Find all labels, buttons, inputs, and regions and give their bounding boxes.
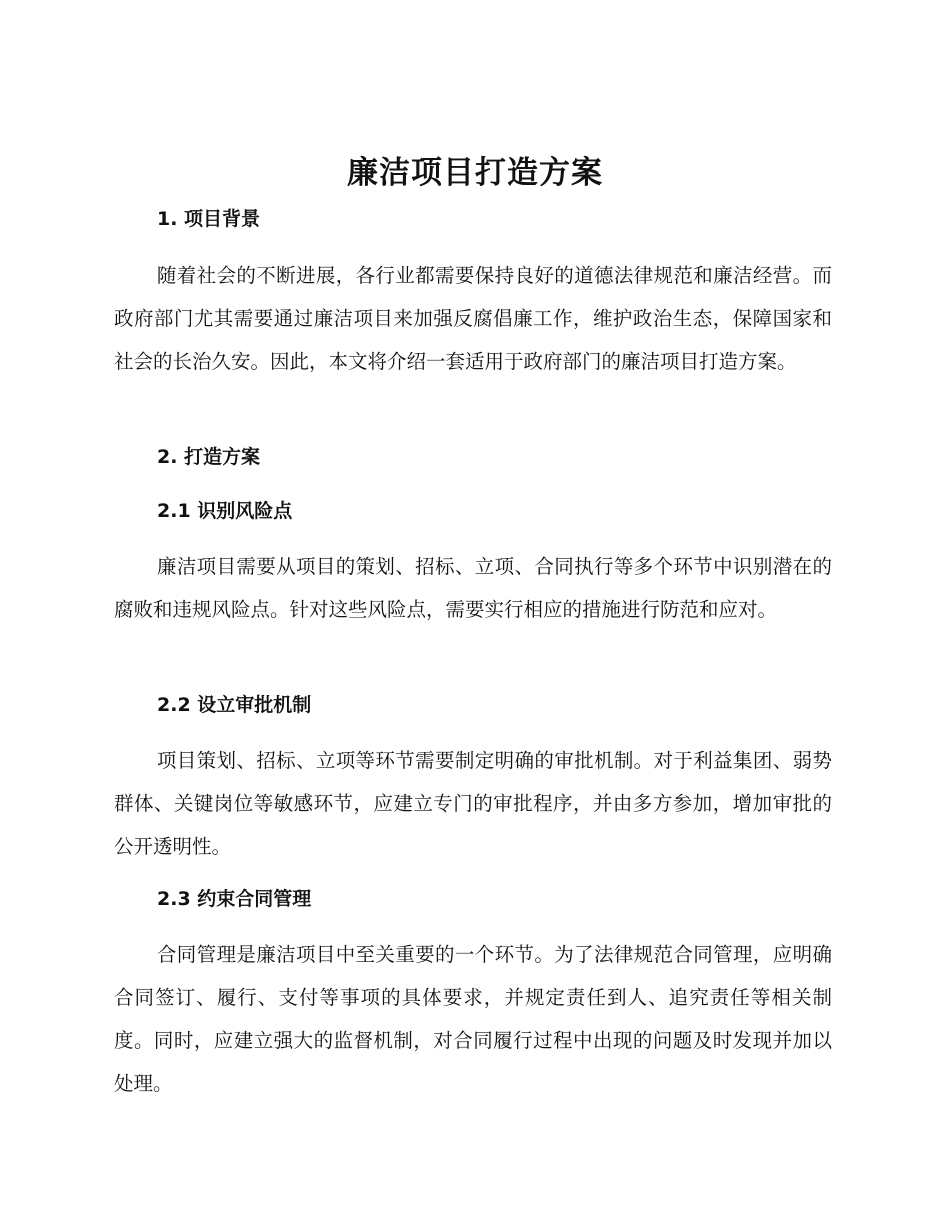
- section-paragraph-identify-risks: 廉洁项目需要从项目的策划、招标、立项、合同执行等多个环节中识别潜在的腐败和违规风险点。针对这些风险点，需要实行相应的措施进行防范和应对。: [114, 555, 832, 621]
- section-paragraph-approval-mechanism: 项目策划、招标、立项等环节需要制定明确的审批机制。对于利益集团、弱势群体、关键岗位等敏感环节，应建立专门的审批程序，并由多方参加，增加审批的公开透明性。: [114, 749, 832, 858]
- section-heading-contract-management: 2.3 约束合同管理: [157, 888, 312, 910]
- document-title: 廉洁项目打造方案: [347, 155, 603, 191]
- section-paragraph-contract-management: 合同管理是廉洁项目中至关重要的一个环节。为了法律规范合同管理，应明确合同签订、履行、支付等事项的具体要求，并规定责任到人、追究责任等相关制度。同时，应建立强大的监督机制，对合同履行过程中出现的问题及时发现并加以处理。: [114, 943, 832, 1095]
- section-heading-build-plan: 2. 打造方案: [157, 446, 261, 468]
- section-heading-identify-risks: 2.1 识别风险点: [157, 500, 293, 522]
- section-paragraph-project-background: 随着社会的不断进展，各行业都需要保持良好的道德法律规范和廉洁经营。而政府部门尤其需要通过廉洁项目来加强反腐倡廉工作，维护政治生态，保障国家和社会的长治久安。因此，本文将介绍一套适用于政府部门的廉洁项目打造方案。: [114, 264, 832, 373]
- section-heading-approval-mechanism: 2.2 设立审批机制: [157, 694, 312, 716]
- section-heading-project-background: 1. 项目背景: [157, 208, 261, 230]
